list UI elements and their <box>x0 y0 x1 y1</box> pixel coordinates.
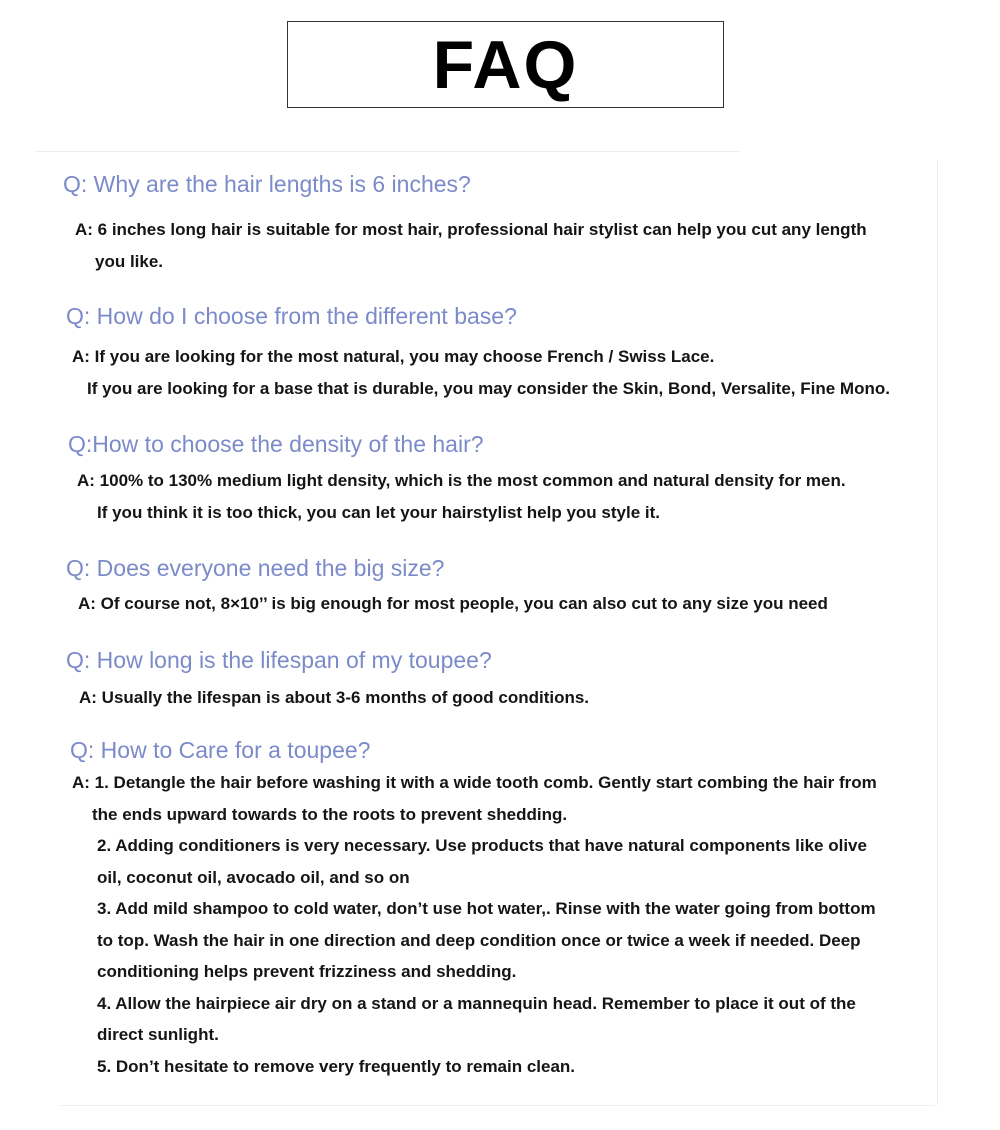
faq-answer-lengths <box>75 214 867 277</box>
answer-line: If you think it is too thick, you can let your hairstylist help you style it. <box>97 502 660 522</box>
faq-answer-density <box>77 465 846 528</box>
faq-answer-care <box>72 767 877 1082</box>
answer-line: 2. Adding conditioners is very necessary. Use products that have natural components like olive <box>97 836 867 855</box>
divider-top <box>35 151 740 152</box>
answer-line: conditioning helps prevent frizziness and shedding. <box>97 962 517 981</box>
faq-question-base: Q: How do I choose from the different base? <box>66 303 517 329</box>
answer-line: If you are looking for a base that is durable, you may consider the Skin, Bond, Versalite, Fine Mono. <box>87 378 890 398</box>
answer-line: A: 1. Detangle the hair before washing it with a wide tooth comb. Gently start combing the hair from <box>72 773 877 792</box>
divider-right <box>937 160 938 1105</box>
divider-bottom <box>60 1105 935 1106</box>
answer-line: 5. Don’t hesitate to remove very frequently to remain clean. <box>97 1056 576 1076</box>
answer-line: A: 6 inches long hair is suitable for most hair, professional hair stylist can help you cut any length <box>75 220 867 239</box>
faq-title-box <box>287 21 724 108</box>
answer-line: A: Of course not, 8×10’’ is big enough for most people, you can also cut to any size you need <box>78 594 828 613</box>
answer-line: oil, coconut oil, avocado oil, and so on <box>97 867 410 887</box>
faq-answer-size <box>78 588 828 620</box>
answer-line: A: Usually the lifespan is about 3-6 months of good conditions. <box>79 688 590 707</box>
page-title: FAQ <box>432 26 579 103</box>
answer-line: the ends upward towards to the roots to prevent shedding. <box>92 804 568 824</box>
faq-question-lifespan: Q: How long is the lifespan of my toupee? <box>66 647 492 673</box>
answer-line: you like. <box>95 251 164 271</box>
answer-line: direct sunlight. <box>97 1025 219 1044</box>
faq-question-density: Q:How to choose the density of the hair? <box>68 431 484 457</box>
faq-question-care: Q: How to Care for a toupee? <box>70 737 371 763</box>
faq-question-lengths: Q: Why are the hair lengths is 6 inches? <box>63 171 471 197</box>
faq-answer-lifespan <box>79 682 589 714</box>
answer-line: 3. Add mild shampoo to cold water, don’t use hot water,. Rinse with the water going from bottom <box>97 899 876 918</box>
answer-line: A: If you are looking for the most natural, you may choose French / Swiss Lace. <box>72 347 715 366</box>
faq-answer-base <box>72 341 890 404</box>
faq-question-size: Q: Does everyone need the big size? <box>66 555 445 581</box>
answer-line: to top. Wash the hair in one direction and deep condition once or twice a week if needed. Deep <box>97 930 861 950</box>
answer-line: 4. Allow the hairpiece air dry on a stand or a mannequin head. Remember to place it out of the <box>97 993 856 1013</box>
answer-line: A: 100% to 130% medium light density, which is the most common and natural density for men. <box>77 471 846 490</box>
